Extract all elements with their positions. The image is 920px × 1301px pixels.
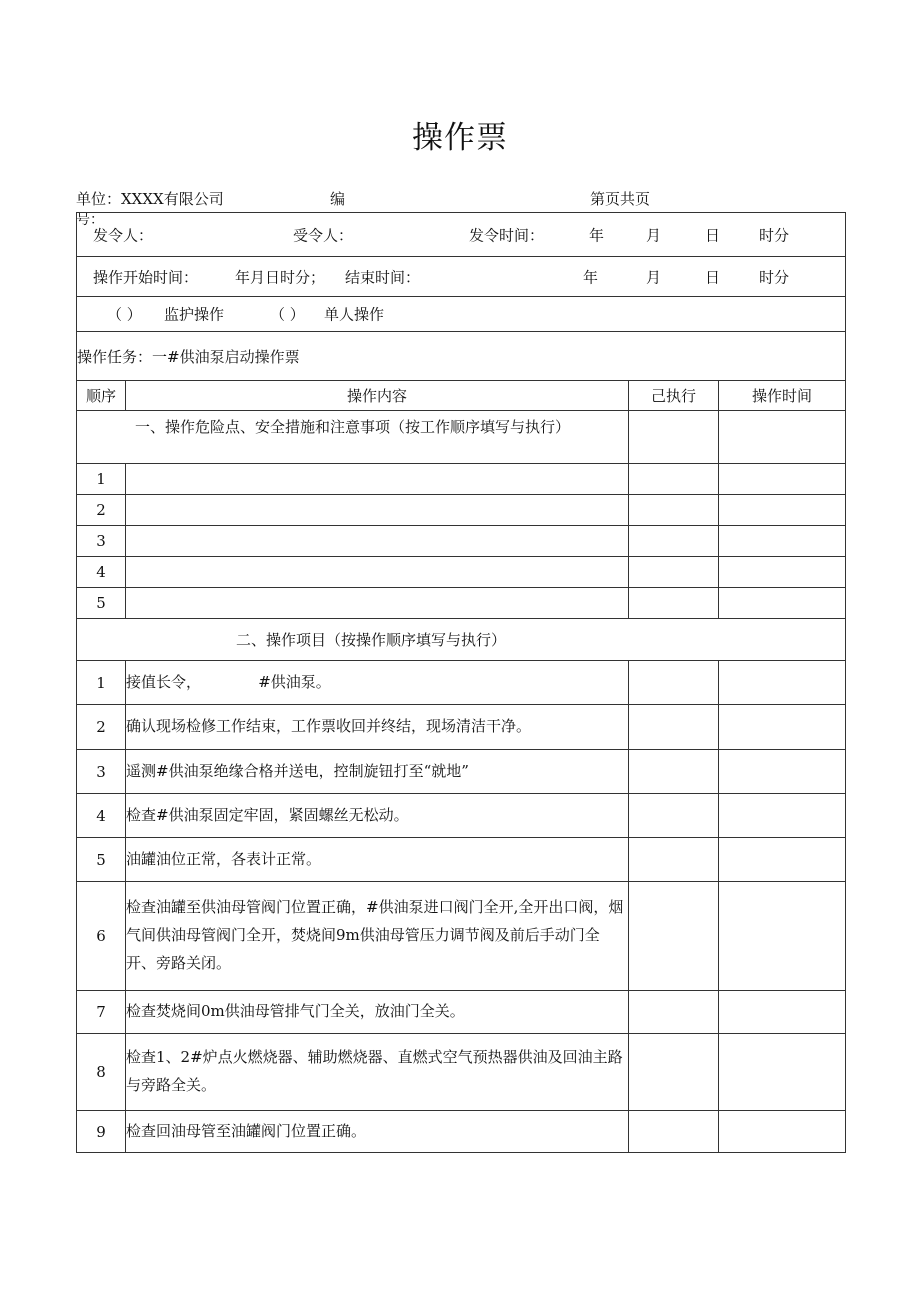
- row-number: 2: [77, 495, 126, 526]
- column-header-row: [77, 381, 846, 411]
- table-row: [77, 1034, 846, 1111]
- executed-cell[interactable]: [629, 526, 719, 557]
- executed-cell[interactable]: [629, 661, 719, 705]
- table-row: [77, 526, 846, 557]
- time-cell[interactable]: [719, 411, 846, 464]
- row-content[interactable]: 检查油罐至供油母管阀门位置正确，#供油泵进口阀门全开,全开出口阀，烟气间供油母管阀门全开，焚烧间9m供油母管压力调节阀及前后手动门全开、旁路关闭。: [126, 882, 629, 991]
- row-content[interactable]: 检查回油母管至油罐阀门位置正确。: [126, 1111, 629, 1153]
- issue-hour-min-label: 时分: [759, 226, 790, 244]
- start-time-value: 年月日时分；: [235, 268, 326, 286]
- table-row: [77, 705, 846, 750]
- table-row: [77, 495, 846, 526]
- time-cell[interactable]: [719, 495, 846, 526]
- executed-cell[interactable]: [629, 750, 719, 794]
- row-content[interactable]: 检查焚烧间0m供油母管排气门全关，放油门全关。: [126, 991, 629, 1034]
- table-row: [77, 991, 846, 1034]
- ticket-number-label: 编: [330, 190, 346, 208]
- start-time-label: 操作开始时间：: [93, 268, 199, 286]
- table-row: [77, 1111, 846, 1153]
- supervised-checkbox[interactable]: （ ）: [107, 305, 142, 324]
- operation-ticket-table: [76, 212, 846, 1153]
- end-day-label: 日: [705, 268, 721, 286]
- executed-cell[interactable]: [629, 838, 719, 882]
- row-number: 3: [77, 750, 126, 794]
- end-year-label: 年: [583, 268, 599, 286]
- table-row: [77, 557, 846, 588]
- col-header-time: 操作时间: [719, 381, 846, 411]
- time-cell[interactable]: [719, 882, 846, 991]
- time-cell[interactable]: [719, 464, 846, 495]
- row-number: 1: [77, 661, 126, 705]
- issue-day-label: 日: [705, 226, 721, 244]
- row-content[interactable]: [126, 495, 629, 526]
- executed-cell[interactable]: [629, 464, 719, 495]
- row-number: 9: [77, 1111, 126, 1153]
- row-number: 5: [77, 838, 126, 882]
- executed-cell[interactable]: [629, 705, 719, 750]
- row-number: 5: [77, 588, 126, 619]
- col-header-seq: 顺序: [77, 381, 126, 411]
- issue-time-label: 发令时间：: [469, 226, 545, 244]
- section2-title: 二、操作项目（按操作顺序填写与执行）: [77, 619, 846, 661]
- mode-row: [77, 297, 846, 332]
- row-content[interactable]: [126, 526, 629, 557]
- single-label: 单人操作: [324, 305, 385, 324]
- time-row: [77, 257, 846, 297]
- receiver-label: 受令人：: [293, 226, 354, 244]
- row-content[interactable]: [126, 557, 629, 588]
- time-cell[interactable]: [719, 838, 846, 882]
- supervised-label: 监护操作: [164, 305, 225, 324]
- row-content[interactable]: 检查1、2#炉点火燃烧器、辅助燃烧器、直燃式空气预热器供油及回油主路与旁路全关。: [126, 1034, 629, 1111]
- row-number: 4: [77, 794, 126, 838]
- table-row: [77, 464, 846, 495]
- time-cell[interactable]: [719, 991, 846, 1034]
- table-row: [77, 882, 846, 991]
- section1-title-row: [77, 411, 846, 464]
- row-content[interactable]: 油罐油位正常，各表计正常。: [126, 838, 629, 882]
- section1-title: 一、操作危险点、安全措施和注意事项（按工作顺序填写与执行）: [77, 411, 629, 464]
- row-content[interactable]: 遥测#供油泵绝缘合格并送电，控制旋钮打至“就地”: [126, 750, 629, 794]
- time-cell[interactable]: [719, 705, 846, 750]
- section2-title-row: [77, 619, 846, 661]
- executed-cell[interactable]: [629, 794, 719, 838]
- executed-cell[interactable]: [629, 557, 719, 588]
- executed-cell[interactable]: [629, 991, 719, 1034]
- row-content[interactable]: 检查#供油泵固定牢固，紧固螺丝无松动。: [126, 794, 629, 838]
- executed-cell[interactable]: [629, 588, 719, 619]
- row-content[interactable]: 确认现场检修工作结束，工作票收回并终结，现场清洁干净。: [126, 705, 629, 750]
- time-cell[interactable]: [719, 526, 846, 557]
- row-number: 2: [77, 705, 126, 750]
- executed-cell[interactable]: [629, 882, 719, 991]
- page-title: 操作票: [412, 120, 508, 156]
- row-content[interactable]: [126, 588, 629, 619]
- unit-label: 单位：XXXX有限公司: [76, 190, 224, 208]
- issuer-label: 发令人：: [93, 226, 154, 244]
- time-cell[interactable]: [719, 750, 846, 794]
- issue-month-label: 月: [646, 226, 662, 244]
- task-cell: 操作任务：一#供油泵启动操作票: [77, 332, 846, 381]
- end-month-label: 月: [646, 268, 662, 286]
- single-checkbox[interactable]: （ ）: [270, 305, 305, 324]
- col-header-executed: 己执行: [629, 381, 719, 411]
- page-info: 第页共页: [590, 190, 651, 208]
- ticket-number-label-suffix: 号：: [76, 212, 104, 228]
- executed-cell[interactable]: [629, 1111, 719, 1153]
- task-row: [77, 332, 846, 381]
- row-number: 4: [77, 557, 126, 588]
- col-header-content: 操作内容: [126, 381, 629, 411]
- order-row: [77, 213, 846, 257]
- time-cell[interactable]: [719, 557, 846, 588]
- table-row: [77, 661, 846, 705]
- time-cell[interactable]: [719, 1111, 846, 1153]
- end-time-label: 结束时间：: [345, 268, 421, 286]
- time-cell[interactable]: [719, 588, 846, 619]
- table-row: [77, 588, 846, 619]
- time-cell[interactable]: [719, 661, 846, 705]
- issue-year-label: 年: [589, 226, 605, 244]
- executed-cell[interactable]: [629, 1034, 719, 1111]
- end-hour-min-label: 时分: [759, 268, 790, 286]
- row-content[interactable]: 接值长令， #供油泵。: [126, 661, 629, 705]
- row-number: 6: [77, 882, 126, 991]
- row-number: 3: [77, 526, 126, 557]
- table-row: [77, 838, 846, 882]
- row-content[interactable]: [126, 464, 629, 495]
- executed-cell[interactable]: [629, 411, 719, 464]
- executed-cell[interactable]: [629, 495, 719, 526]
- table-row: [77, 794, 846, 838]
- row-number: 1: [77, 464, 126, 495]
- table-row: [77, 750, 846, 794]
- time-cell[interactable]: [719, 794, 846, 838]
- time-cell[interactable]: [719, 1034, 846, 1111]
- row-number: 8: [77, 1034, 126, 1111]
- row-number: 7: [77, 991, 126, 1034]
